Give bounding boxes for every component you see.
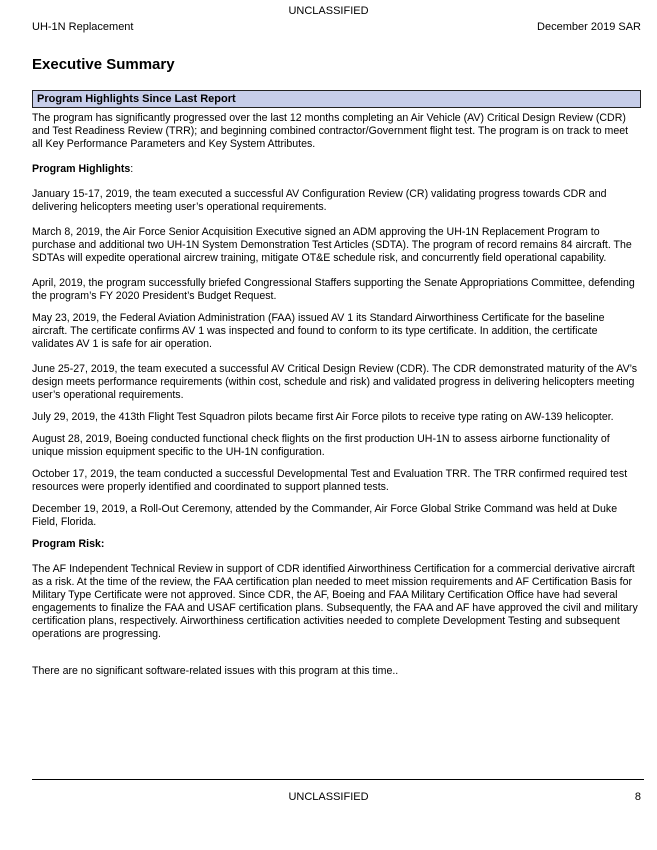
risk-paragraph: The AF Independent Technical Review in support of CDR identified Airworthiness Certification for a commercial derivative aircraft as a risk. At the time of the review, the FAA certification plan needed to meet mission requirements and AF Certification Basis for Military Type Certificate were not approved. Since CDR, the AF, Boeing and FAA Military Certification Office have had several engagements to finalize the FAA and USAF certification plans. Subsequently, the FAA and AF have approved the civil and military certification plans, respectively. Airworthiness certification activities needed to complete Development Testing and subsequent operations are progressing.	[32, 563, 638, 640]
highlight-item: May 23, 2019, the Federal Aviation Administration (FAA) issued AV 1 its Standard Airworthiness Certificate for the baseline aircraft. The certificate confirms AV 1 was inspected and found to conform to its type certificate. In addition, the certificate validates AV 1 is safe for air operation.	[32, 312, 605, 350]
header-program-name: UH-1N Replacement	[32, 21, 134, 33]
highlight-item: July 29, 2019, the 413th Flight Test Squadron pilots became first Air Force pilots to receive type rating on AW-139 helicopter.	[32, 411, 614, 423]
highlight-item: August 28, 2019, Boeing conducted functional check flights on the first production UH-1N to assess airborne functionality of unique mission equipment specific to the UH-1N configuration.	[32, 433, 610, 458]
intro-paragraph: The program has significantly progressed over the last 12 months completing an Air Vehicle (AV) Critical Design Review (CDR) and Test Readiness Review (TRR); and beginning combined contractor/Government flight test. The program is on track to meet all Key Performance Parameters and Key System Attributes.	[32, 112, 629, 150]
page-title: Executive Summary	[32, 56, 175, 73]
highlight-item: June 25-27, 2019, the team executed a successful AV Critical Design Review (CDR). The CDR demonstrated maturity of the AV’s design meets performance requirements (within cost, schedule and risk) and validated progress in delivering helicopters meeting user’s operational requirements.	[32, 363, 638, 401]
header-report-date: December 2019 SAR	[537, 21, 641, 33]
highlight-item: January 15-17, 2019, the team executed a successful AV Configuration Review (CR) validating progress towards CDR and delivering helicopters meeting user’s operational requirements.	[32, 188, 607, 213]
footer-divider	[32, 779, 644, 780]
highlights-heading-colon: :	[130, 163, 134, 175]
highlight-item: October 17, 2019, the team conducted a successful Developmental Test and Evaluation TRR. The TRR confirmed required test resources were properly identified and coordinated to support planned tests.	[32, 468, 628, 493]
classification-marking-bottom: UNCLASSIFIED	[288, 791, 369, 803]
highlight-item: April, 2019, the program successfully briefed Congressional Staffers supporting the Senate Appropriations Committee, defending the program’s FY 2020 President’s Budget Request.	[32, 277, 635, 302]
highlights-heading	[32, 163, 638, 176]
highlights-heading-text: Program Highlights	[32, 163, 131, 175]
risk-heading: Program Risk:	[32, 538, 105, 550]
highlight-item: December 19, 2019, a Roll-Out Ceremony, attended by the Commander, Air Force Global Strike Command was held at Duke Field, Florida.	[32, 503, 618, 528]
page-number: 8	[634, 791, 641, 803]
classification-marking-top: UNCLASSIFIED	[288, 5, 369, 17]
software-statement: There are no significant software-related issues with this program at this time..	[32, 665, 399, 677]
section-banner: Program Highlights Since Last Report	[32, 90, 641, 108]
highlight-item: March 8, 2019, the Air Force Senior Acquisition Executive signed an ADM approving the UH-1N Replacement Program to purchase and additional two UH-1N System Demonstration Test Articles (SDTA). The program of record remains 84 aircraft. The SDTAs will expedite operational aircrew training, mitigate OT&E schedule risk, and concurrently field operational capability.	[32, 226, 632, 264]
document-body	[32, 112, 638, 690]
